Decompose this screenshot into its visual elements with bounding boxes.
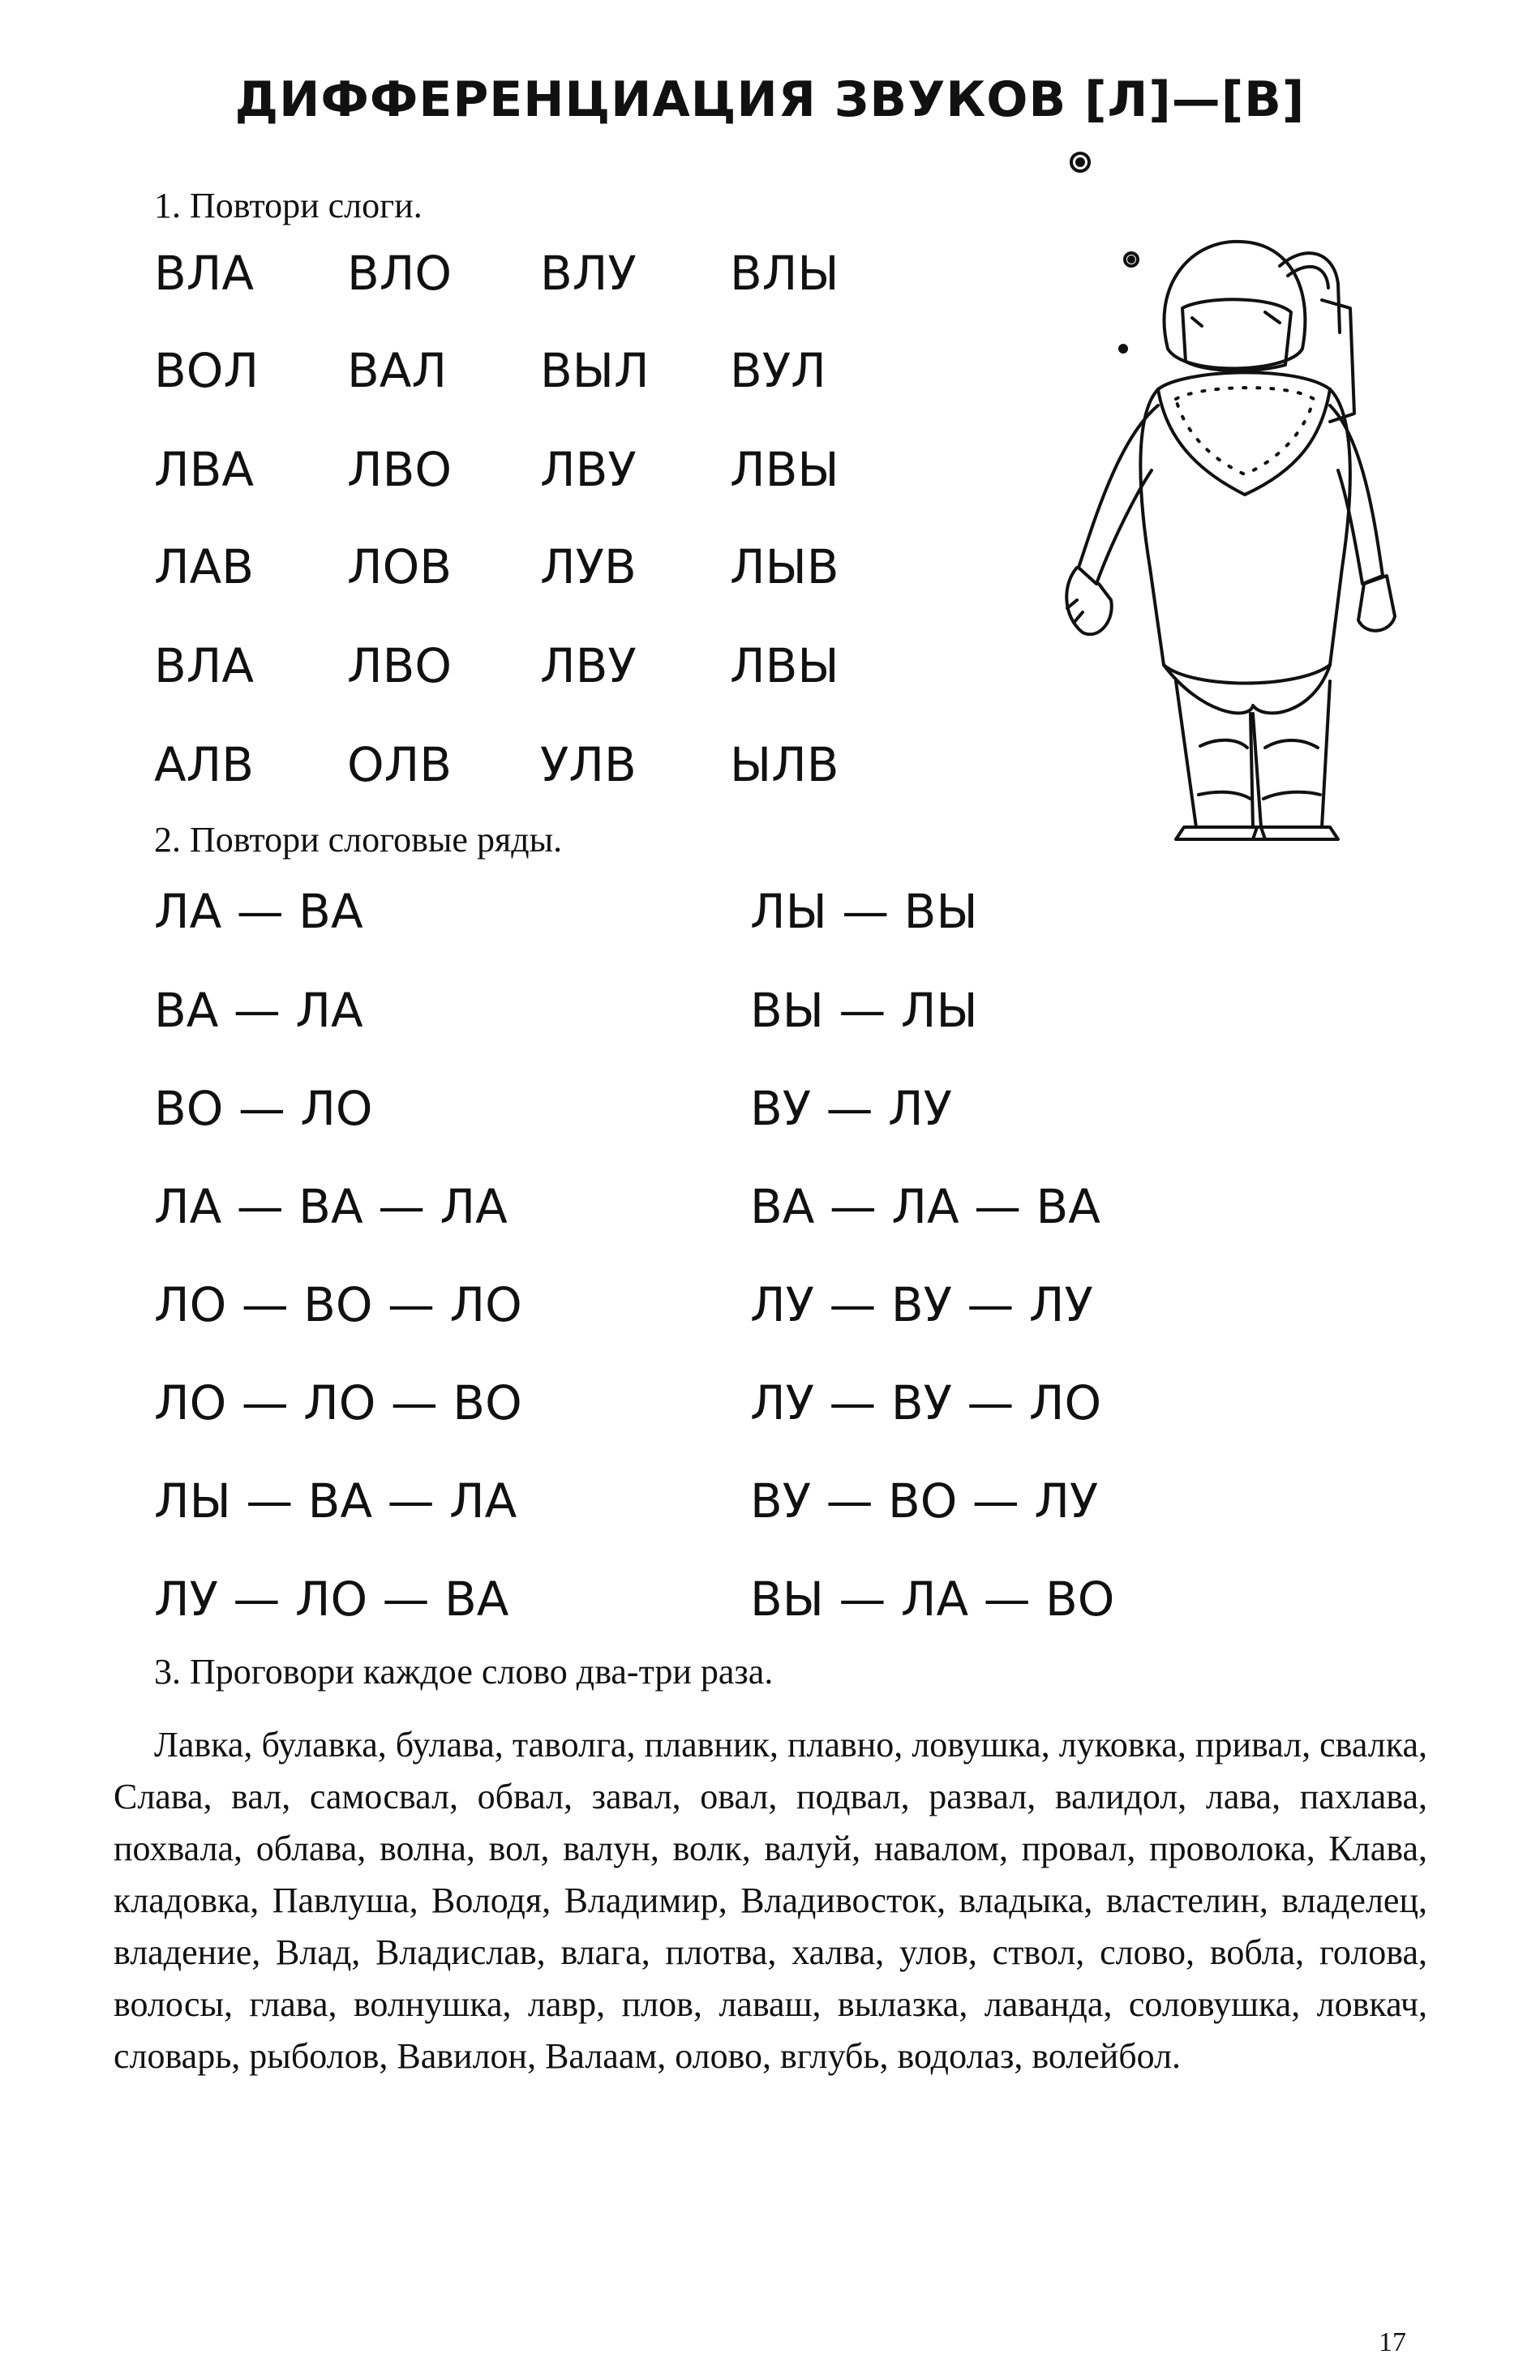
syllable: ЛВЫ bbox=[730, 442, 839, 497]
series-right: ВА — ЛА — ВА bbox=[750, 1179, 1100, 1234]
series-right: ВЫ — ЛА — ВО bbox=[750, 1572, 1115, 1627]
page-title: ДИФФЕРЕНЦИАЦИЯ ЗВУКОВ [Л]—[В] bbox=[234, 71, 1306, 128]
syllable: ЛВУ bbox=[540, 638, 637, 693]
series-right: ВУ — ЛУ bbox=[750, 1081, 952, 1136]
task1-heading: 1. Повтори слоги. bbox=[154, 186, 423, 225]
task3-heading: 3. Проговори каждое слово два-три раза. bbox=[154, 1652, 774, 1692]
syllable: ЛЫВ bbox=[730, 539, 839, 594]
series-right: ЛУ — ВУ — ЛО bbox=[750, 1375, 1102, 1430]
syllable: ЛВЫ bbox=[730, 638, 839, 693]
syllable: ОЛВ bbox=[347, 737, 453, 792]
word-list bbox=[114, 1719, 1427, 2082]
series-left: ЛО — ЛО — ВО bbox=[154, 1375, 522, 1430]
syllable: ВЛА bbox=[154, 638, 255, 693]
syllable: ЛАВ bbox=[154, 539, 255, 594]
syllable: ЛУВ bbox=[540, 539, 637, 594]
series-left: ЛА — ВА — ЛА bbox=[154, 1179, 508, 1234]
syllable: ВЫЛ bbox=[540, 343, 650, 398]
syllable: ВУЛ bbox=[730, 343, 826, 398]
series-right: ВУ — ВО — ЛУ bbox=[750, 1473, 1099, 1529]
syllable: ВЛА bbox=[154, 246, 255, 301]
series-right: ЛУ — ВУ — ЛУ bbox=[750, 1277, 1093, 1332]
syllable: ЛОВ bbox=[347, 539, 453, 594]
astronaut-icon bbox=[1062, 146, 1411, 843]
series-right: ЛЫ — ВЫ bbox=[750, 884, 978, 939]
syllable: ВЛЫ bbox=[730, 246, 839, 301]
series-left: ВО — ЛО bbox=[154, 1081, 373, 1136]
series-right: ВЫ — ЛЫ bbox=[750, 983, 978, 1038]
word-list-text: Лавка, булавка, булава, таволга, плавник, плавно, ловушка, луковка, привал, свалка, Слава, вал, самосвал, обвал, завал, овал, подвал, развал, валидол, лава, пахлава, похвала, облава, волна, вол, валун, волк, валуй, навалом, провал, проволока, Клава, кладовка, Павлуша, Володя, Владимир, Владивосток, владыка, властелин, владелец, владение, Влад, Владислав, влага, плотва, халва, улов, ствол, слово, вобла, голова, волосы, глава, волнушка, лавр, плов, лаваш, вылазка, лаванда, соловушка, ловкач, словарь, рыболов, Вавилон, Валаам, олово, вглубь, водолаз, волейбол. bbox=[114, 1725, 1427, 2076]
syllable: ЛВО bbox=[347, 638, 453, 693]
task2-heading: 2. Повтори слоговые ряды. bbox=[154, 820, 563, 860]
series-left: ЛУ — ЛО — ВА bbox=[154, 1572, 509, 1627]
page-number: 17 bbox=[1379, 2327, 1406, 2357]
syllable: ЛВУ bbox=[540, 442, 637, 497]
syllable: ВЛУ bbox=[540, 246, 637, 301]
syllable: АЛВ bbox=[154, 737, 255, 792]
syllable: ВАЛ bbox=[347, 343, 448, 398]
syllable: ВОЛ bbox=[154, 343, 260, 398]
series-left: ЛО — ВО — ЛО bbox=[154, 1277, 522, 1332]
series-left: ЛЫ — ВА — ЛА bbox=[154, 1473, 517, 1529]
series-left: ВА — ЛА bbox=[154, 983, 363, 1038]
syllable: ЫЛВ bbox=[730, 737, 839, 792]
syllable: ВЛО bbox=[347, 246, 453, 301]
series-left: ЛА — ВА bbox=[154, 884, 363, 939]
syllable: ЛВА bbox=[154, 442, 255, 497]
syllable: ЛВО bbox=[347, 442, 453, 497]
syllable: УЛВ bbox=[540, 737, 637, 792]
